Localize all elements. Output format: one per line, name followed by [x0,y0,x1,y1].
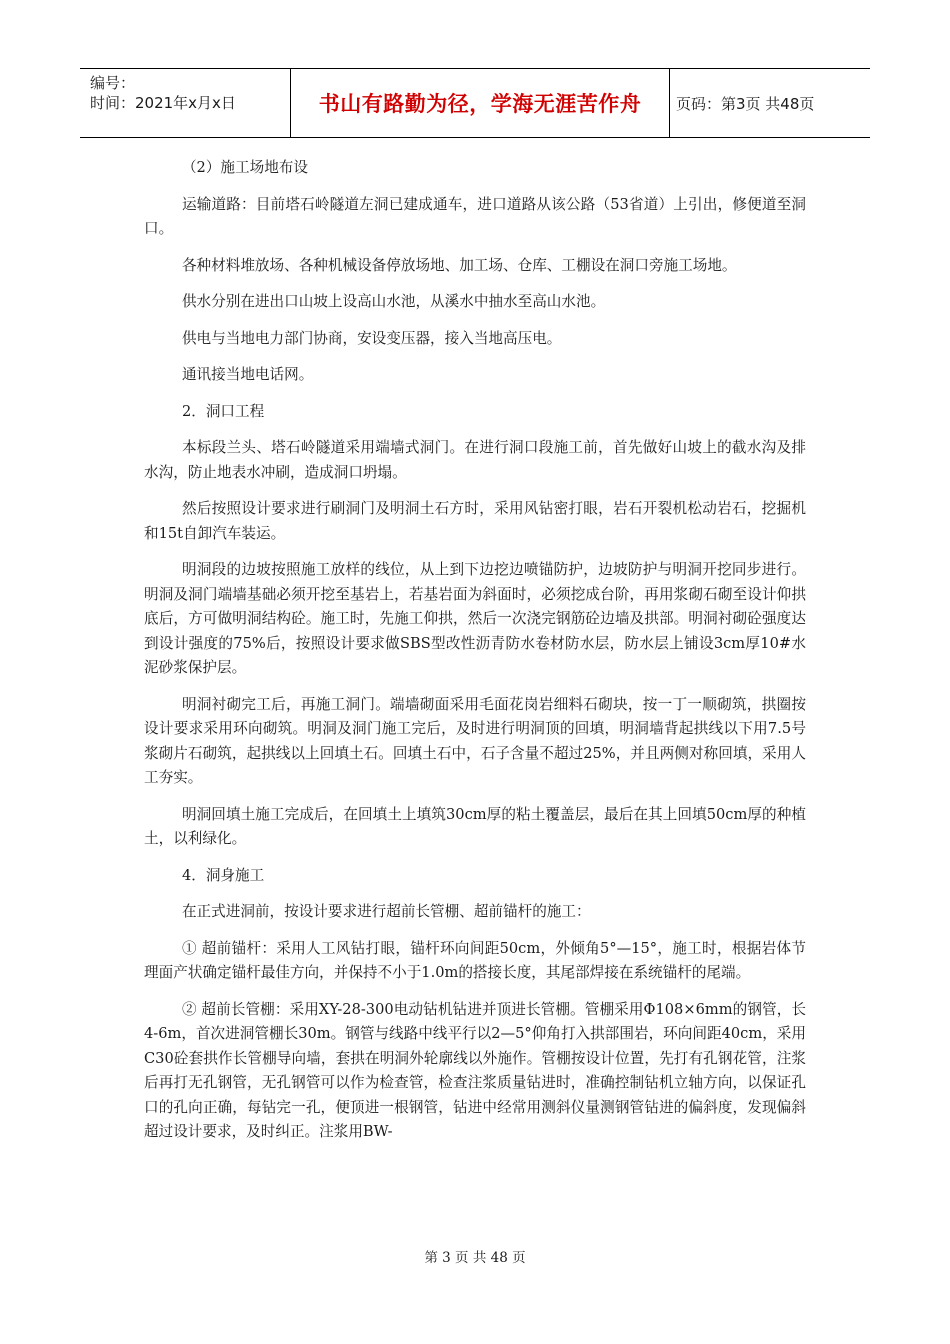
paragraph: ① 超前锚杆：采用人工风钻打眼，锚杆环向间距50cm，外倾角5°—15°，施工时，根据岩体节理面产状确定锚杆最佳方向，并保持不小于1.0m的搭接长度，其尾部焊接在系统锚杆的尾端。 [144,939,806,981]
paragraph: 供电与当地电力部门协商，安设变压器，接入当地高压电。 [181,329,562,347]
header-motto: 书山有路勤为径，学海无涯苦作舟 [291,69,670,137]
paragraph: 明洞衬砌完工后，再施工洞门。端墙砌面采用毛面花岗岩细料石砌块，按一丁一顺砌筑，拱圈按设计要求采用环向砌筑。明洞及洞门施工完后，及时进行明洞顶的回填，明洞墙背起拱线以下用7.5号浆砌片石砌筑，起拱线以上回填土石。回填土石中，石子含量不超过25%，并且两侧对称回填，采用人工夯实。 [144,695,806,786]
section-heading: 2．洞口工程 [181,402,265,420]
paragraph: 各种材料堆放场、各种机械设备停放场地、加工场、仓库、工棚设在洞口旁施工场地。 [181,256,737,274]
document-body [144,156,806,1157]
paragraph: 本标段兰头、塔石岭隧道采用端墙式洞门。在进行洞口段施工前，首先做好山坡上的截水沟及排水沟，防止地表水冲刷，造成洞口坍塌。 [144,439,806,481]
header-number-label: 编号： [90,74,136,92]
page-header [80,68,870,138]
paragraph: 通讯接当地电话网。 [181,366,314,383]
paragraph: 明洞段的边坡按照施工放样的线位，从上到下边挖边喷锚防护，边坡防护与明洞开挖同步进行。明洞及洞门端墙基础必须开挖至基岩上，若基岩面为斜面时，必须挖成台阶，再用浆砌石砌至设计仰拱底后，方可做明洞结构砼。施工时，先施工仰拱，然后一次浇完钢筋砼边墙及拱部。明洞衬砌砼强度达到设计强度的75%后，按照设计要求做SBS型改性沥青防水卷材防水层，防水层上铺设3cm厚10#水泥砂浆保护层。 [144,561,806,676]
header-meta [80,69,291,137]
paragraph: ② 超前长管棚：采用XY-28-300电动钻机钻进并顶进长管棚。管棚采用Φ108×6mm的钢管，长4-6m，首次进洞管棚长30m。钢管与线路中线平行以2—5°仰角打入拱部围岩，环向间距40cm，采用C30砼套拱作长管棚导向墙，套拱在明洞外轮廓线以外施作。管棚按设计位置，先打有孔钢花管，注浆后再打无孔钢管，无孔钢管可以作为检查管，检查注浆质量钻进时，准确控制钻机立轴方向，以保证孔口的孔向正确，每钻完一孔，便顶进一根钢管，钻进中经常用测斜仪量测钢管钻进的偏斜度，发现偏斜超过设计要求，及时纠正。注浆用BW- [144,1000,806,1140]
paragraph: 明洞回填土施工完成后，在回填土上填筑30cm厚的粘土覆盖层，最后在其上回填50cm厚的种植土，以利绿化。 [144,805,806,847]
section-heading: 4．洞身施工 [181,866,265,884]
page-footer: 第 3 页 共 48 页 [424,1250,526,1266]
paragraph: 然后按照设计要求进行刷洞门及明洞土石方时，采用风钻密打眼，岩石开裂机松动岩石，挖掘机和15t自卸汽车装运。 [144,500,806,542]
paragraph: （2）施工场地布设 [181,159,308,176]
paragraph: 运输道路：目前塔石岭隧道左洞已建成通车，进口道路从该公路（53省道）上引出，修便道至洞口。 [144,195,806,237]
paragraph: 在正式进洞前，按设计要求进行超前长管棚、超前锚杆的施工： [181,903,591,920]
paragraph: 供水分别在进出口山坡上设高山水池，从溪水中抽水至高山水池。 [181,293,606,310]
header-time-label: 时间：2021年x月x日 [90,94,236,112]
header-page-info: 页码：第3页 共48页 [676,94,815,113]
